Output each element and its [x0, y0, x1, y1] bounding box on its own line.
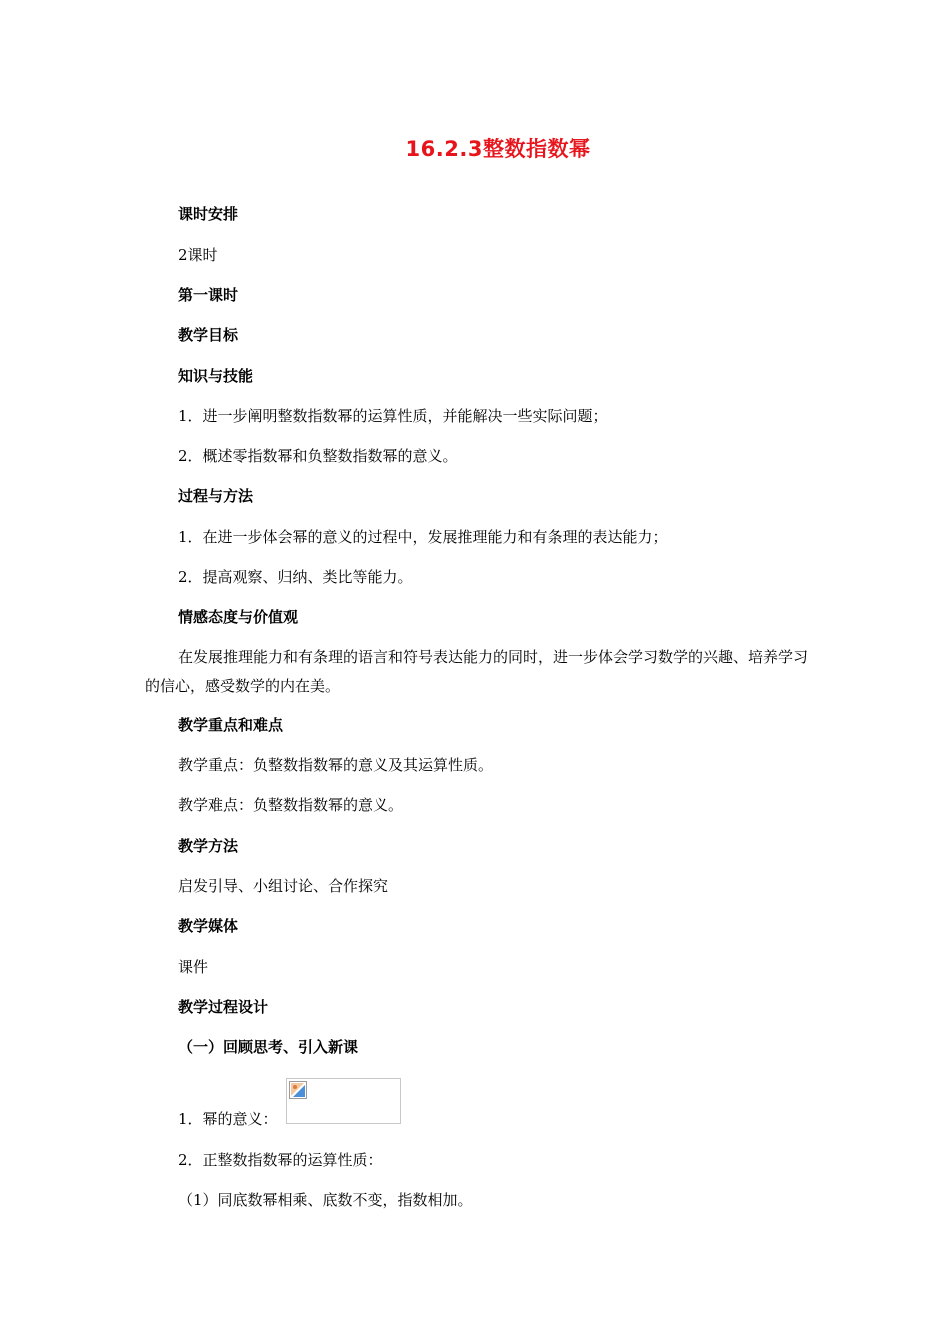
- teaching-method-text: 启发引导、小组讨论、合作探究: [178, 877, 389, 895]
- emotion-paragraph: 在发展推理能力和有条理的语言和符号表达能力的同时，进一步体会学习数学的兴趣、培养学习的信心，感受数学的内在美。: [145, 648, 809, 695]
- document-title: 16.2.3整数指数幂: [405, 137, 591, 161]
- key-point-text: 教学重点：负整数指数幂的意义及其运算性质。: [178, 756, 494, 774]
- heading-process-design: 教学过程设计: [178, 998, 269, 1016]
- teaching-media-text: 课件: [178, 958, 209, 976]
- property-1-text: （1）同底数幂相乘、底数不变，指数相加。: [178, 1191, 473, 1209]
- power-meaning-text: 1．幂的意义：: [178, 1110, 278, 1128]
- heading-knowledge-skills: 知识与技能: [178, 367, 254, 385]
- text-hours: 2课时: [178, 246, 218, 264]
- heading-teaching-media: 教学媒体: [178, 917, 239, 935]
- difficulty-text: 教学难点：负整数指数幂的意义。: [178, 796, 404, 814]
- heading-teaching-method: 教学方法: [178, 837, 239, 855]
- knowledge-item-2: 2．概述零指数幂和负整数指数幂的意义。: [178, 447, 458, 465]
- heading-first-lesson: 第一课时: [178, 286, 239, 304]
- process-item-1: 1．在进一步体会幂的意义的过程中，发展推理能力和有条理的表达能力；: [178, 528, 668, 546]
- heading-process-method: 过程与方法: [178, 487, 254, 505]
- process-item-2: 2．提高观察、归纳、类比等能力。: [178, 568, 413, 586]
- formula-image-placeholder: [286, 1078, 401, 1124]
- heading-objectives: 教学目标: [178, 326, 239, 344]
- broken-image-icon: [289, 1081, 307, 1099]
- power-properties-text: 2．正整数指数幂的运算性质：: [178, 1151, 383, 1169]
- knowledge-item-1: 1．进一步阐明整数指数幂的运算性质，并能解决一些实际问题；: [178, 407, 608, 425]
- heading-review: （一）回顾思考、引入新课: [178, 1038, 359, 1056]
- heading-schedule: 课时安排: [178, 205, 239, 223]
- heading-key-points: 教学重点和难点: [178, 716, 284, 734]
- heading-emotion-values: 情感态度与价值观: [178, 608, 299, 626]
